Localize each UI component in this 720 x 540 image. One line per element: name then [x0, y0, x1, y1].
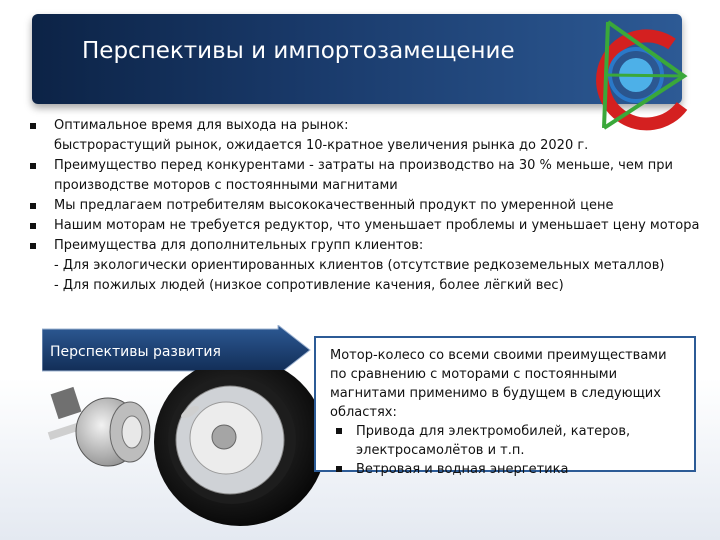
square-bullet-icon — [30, 243, 36, 249]
square-bullet-icon — [30, 203, 36, 209]
square-bullet-icon — [30, 163, 36, 169]
info-list — [330, 422, 684, 479]
list-item: Привода для электромобилей, катеров, электросамолётов и т.п. — [330, 422, 684, 460]
list-item: Мы предлагаем потребителям высококачественный продукт по умеренной цене — [30, 196, 710, 216]
list-item: Ветровая и водная энергетика — [330, 460, 684, 479]
list-item: Преимущество перед конкурентами - затраты на производство на 30 % меньше, чем при производстве моторов с постоянными магнитами — [30, 156, 710, 196]
square-bullet-icon — [336, 428, 342, 434]
bullet-list — [30, 116, 710, 296]
page-title: Перспективы и импортозамещение — [82, 38, 515, 64]
arrow-label: Перспективы развития — [50, 344, 221, 360]
motor-wheel-image — [40, 370, 330, 530]
square-bullet-icon — [30, 123, 36, 129]
list-item: Нашим моторам не требуется редуктор, что уменьшает проблемы и уменьшает цену мотора — [30, 216, 710, 236]
list-item: Преимущества для дополнительных групп клиентов: - Для экологически ориентированных клиентов (отсутствие редкоземельных металлов) - Для пожилых людей (низкое сопротивление качения, более лёгкий вес) — [30, 236, 710, 296]
square-bullet-icon — [30, 223, 36, 229]
list-item: Оптимальное время для выхода на рынок: быстрорастущий рынок, ожидается 10-кратное увеличения рынка до 2020 г. — [30, 116, 710, 156]
square-bullet-icon — [336, 466, 342, 472]
info-box — [314, 336, 696, 477]
info-intro: Мотор-колесо со всеми своими преимуществами по сравнению с моторами с постоянными магнитами применимо в будущем в следующих областях: — [330, 348, 667, 420]
